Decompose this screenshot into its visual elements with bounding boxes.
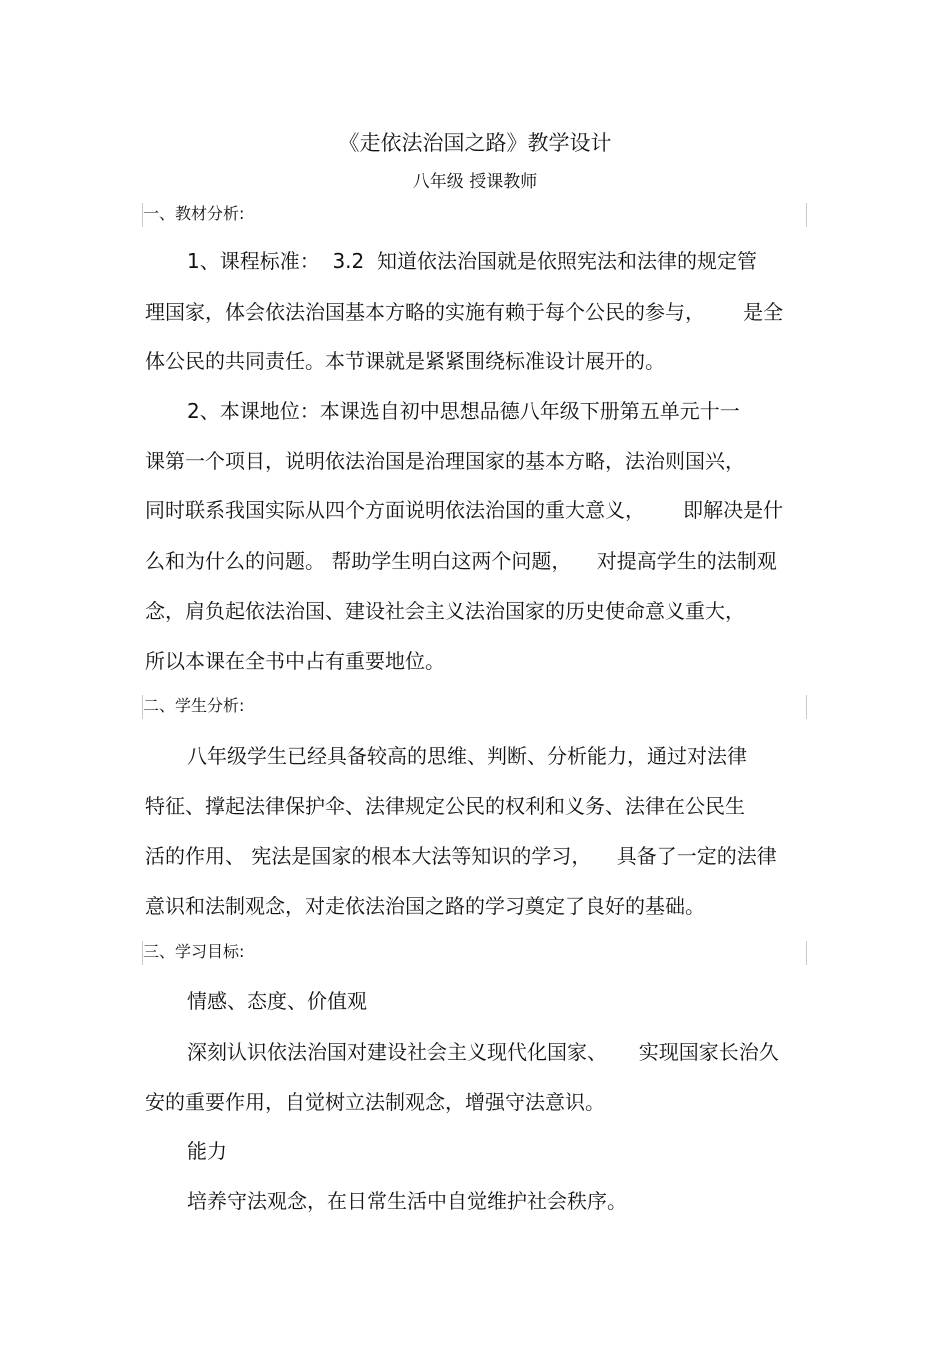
paragraph-line: 培养守法观念，在日常生活中自觉维护社会秩序。 [187,1189,627,1213]
paragraph-line: 2、本课地位：本课选自初中思想品德八年级下册第五单元十一 [187,399,740,423]
subheading-values: 情感、态度、价值观 [187,989,367,1013]
paragraph-line: 念，肩负起依法治国、建设社会主义法治国家的历史使命意义重大， [145,599,745,623]
paragraph-line: 安的重要作用，自觉树立法制观念，增强守法意识。 [145,1090,605,1114]
paragraph-line: 意识和法制观念，对走依法治国之路的学习奠定了良好的基础。 [145,894,705,918]
section-heading-materials: 一、教材分析: [143,204,245,223]
paragraph-line: 所以本课在全书中占有重要地位。 [145,649,445,673]
paragraph-line: 体公民的共同责任。本节课就是紧紧围绕标准设计展开的。 [145,349,665,373]
document-title: 《走依法治国之路》教学设计 [338,131,612,155]
section-marker-right [806,941,807,965]
paragraph-line: 么和为什么的问题。 帮助学生明白这两个问题， 对提高学生的法制观 [145,549,777,573]
section-marker-right [806,695,807,719]
paragraph-line: 深刻认识依法治国对建设社会主义现代化国家、 实现国家长治久 [187,1040,779,1064]
section-heading-objectives: 三、学习目标: [143,942,245,961]
document-subtitle: 八年级 授课教师 [412,172,538,192]
paragraph-line: 1、课程标准： 3.2 知道依法治国就是依照宪法和法律的规定管 [187,249,757,273]
section-marker-right [806,203,807,227]
subheading-ability: 能力 [187,1139,227,1163]
paragraph-line: 八年级学生已经具备较高的思维、判断、分析能力，通过对法律 [187,744,747,768]
paragraph-line: 课第一个项目，说明依法治国是治理国家的基本方略，法治则国兴， [145,449,745,473]
paragraph-line: 同时联系我国实际从四个方面说明依法治国的重大意义， 即解决是什 [145,498,784,522]
paragraph-line: 活的作用、 宪法是国家的根本大法等知识的学习， 具备了一定的法律 [145,844,777,868]
paragraph-line: 特征、撑起法律保护伞、法律规定公民的权利和义务、法律在公民生 [145,794,745,818]
section-heading-students: 二、学生分析: [143,696,245,715]
paragraph-line: 理国家，体会依法治国基本方略的实施有赖于每个公民的参与， 是全 [145,300,784,324]
